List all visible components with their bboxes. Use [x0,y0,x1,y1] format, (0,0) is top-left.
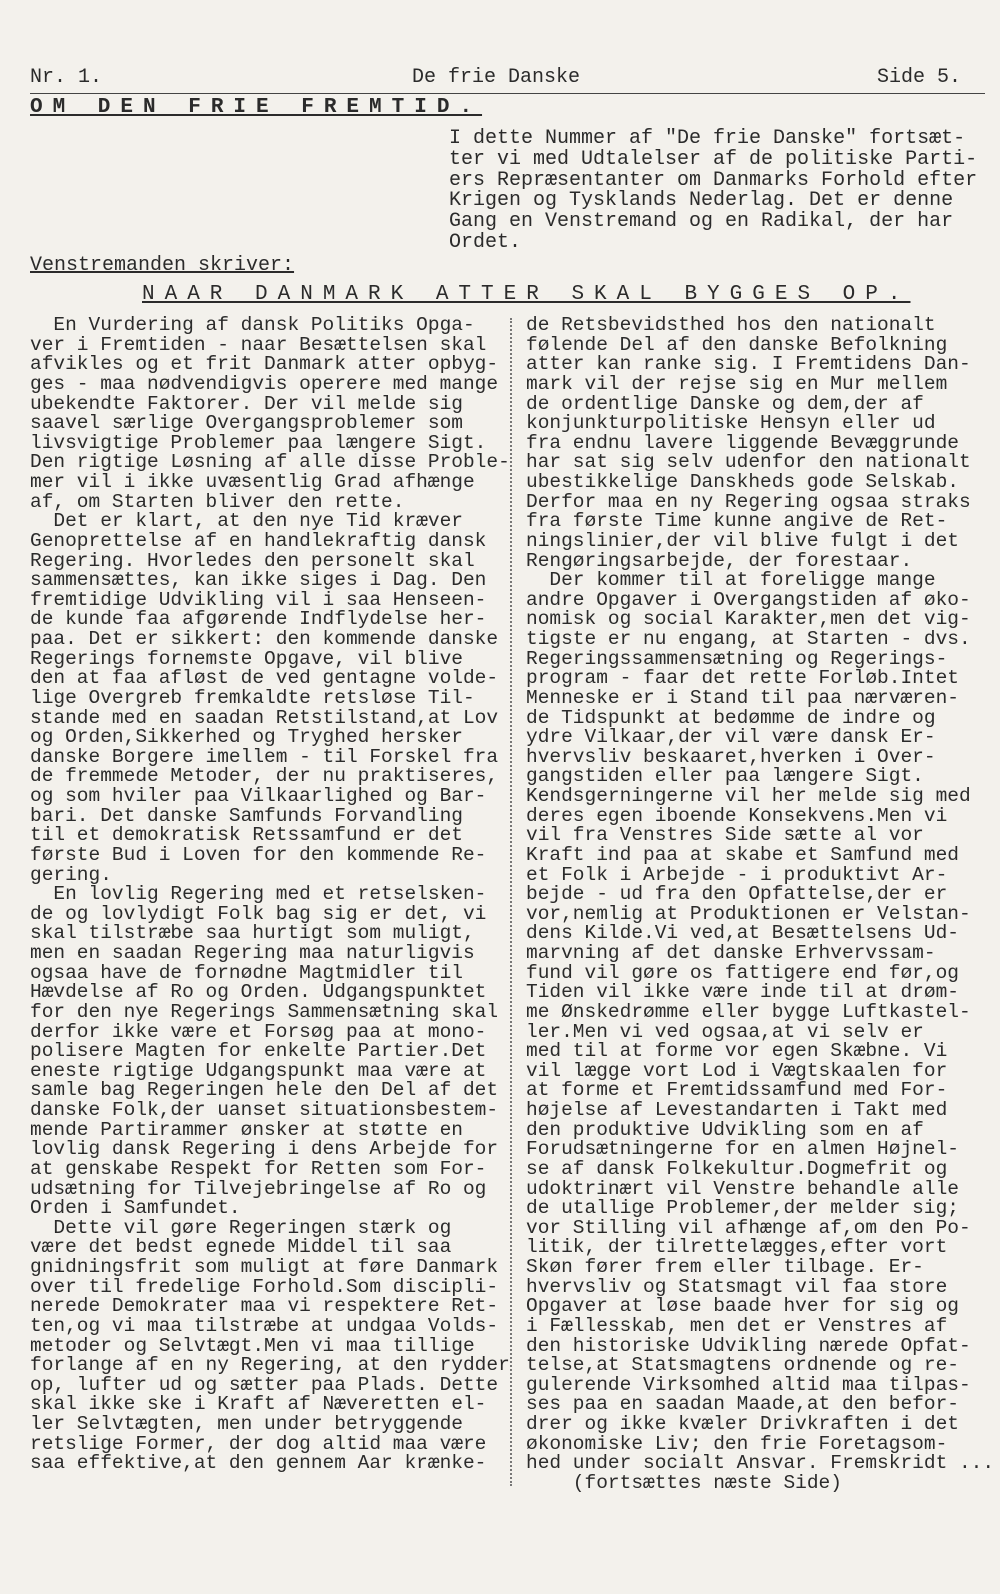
text-line: ogsaa have de fornødne Magtmidler til [30,961,463,984]
intro-line: I dette Nummer af "De frie Danske" fortsæt- [449,127,966,150]
text-line: drer og ikke kvæler Drivkraften i det [526,1413,959,1435]
text-line: lige Overgreb fremkaldte retsløse Til- [30,686,475,709]
text-line: Tiden vil ikke være inde til at drøm- [526,981,959,1004]
text-line: Regerings fornemste Opgave, vil blive [30,647,463,670]
intro-paragraph [449,129,989,254]
text-line: nomisk og social Karakter,men det vig- [526,608,971,631]
text-line: gnidningsfrit som muligt at føre Danmark [30,1256,499,1278]
text-line: ver i Fremtiden - naar Besættelsen skal [30,333,487,356]
column-divider [510,318,512,1486]
intro-line: Ordet. [449,230,522,254]
text-line: derfor ikke være et Forsøg paa at mono- [30,1020,487,1043]
text-line: Det er klart, at den nye Tid kræver [30,510,463,533]
text-line: vil lægge vort Lod i Vægtskaalen for [526,1059,948,1082]
text-line: de utallige Problemer,der melder sig; [526,1197,959,1220]
text-line: Regeringssammensætning og Regerings- [526,647,948,670]
text-line: Genoprettelse af en handlekraftig dansk [30,529,487,552]
text-line: saa effektive,at den gennem Aar krænke- [30,1452,487,1475]
text-line: hvervsliv og Statsmagt vil faa store [526,1275,948,1298]
text-line: udoktrinært vil Venstre behandle alle [526,1177,959,1200]
text-line: sammensættes, kan ikke siges i Dag. Den [30,569,487,592]
text-line: de og lovlydigt Folk bag sig er det, vi [30,902,487,925]
text-line: hed under socialt Ansvar. Fremskridt ... [526,1452,995,1475]
text-line: Forudsætningerne for en almen Højnel- [526,1138,959,1161]
text-line: atter kan ranke sig. I Fremtidens Dan- [526,353,971,376]
text-line: retslige Former, der dog altid maa være [30,1432,487,1455]
page-title: OM DEN FRIE FREMTID. [30,96,483,119]
text-line: op, lufter ud og sætter paa Plads. Dette [30,1373,499,1396]
text-line: ten,og vi maa tilstræbe at undgaa Volds- [30,1314,499,1337]
text-line: En lovlig Regering med et retselsken- [30,883,487,906]
text-line: stande med en saadan Retstilstand,at Lov [30,706,499,729]
text-line: marvning af det danske Erhvervssam- [526,942,936,964]
text-line: skal tilstræbe saa hurtigt som muligt, [30,922,475,945]
text-line: me Ønskedrømme eller bygge Luftkastel- [526,1000,971,1023]
text-line: men en saadan Regering maa naturligvis [30,942,475,964]
text-line: Regering. Hvorledes den personelt skal [30,549,475,572]
writer-label: Venstremanden skriver: [30,254,295,277]
left-column [30,316,510,1474]
text-line: Hævdelse af Ro og Orden. Udgangspunktet [30,981,487,1004]
text-line: i Fællesskab, men det er Venstres af [526,1314,948,1337]
text-line: skal ikke ske i Kraft af Næveretten el- [30,1393,487,1416]
text-line: samle bag Regeringen hele den Del af det [30,1079,499,1102]
header-rule [30,93,985,94]
intro-line: Krigen og Tysklands Nederlag. Det er denne [449,189,954,213]
text-line: og som hviler paa Vilkaarlighed og Bar- [30,785,487,807]
text-line: lovlig dansk Regering i dens Arbejde for [30,1138,499,1161]
text-line: fremtidige Udvikling vil i saa Henseen- [30,588,487,611]
text-line: over til fredelige Forhold.Som discipli- [30,1275,499,1298]
text-line: eneste rigtige Udgangspunkt maa være at [30,1059,487,1082]
text-line: Derfor maa en ny Regering ogsaa straks [526,490,971,513]
text-line: Den rigtige Løsning af alle disse Proble- [30,451,510,474]
text-line: de kunde faa afgørende Indflydelse her- [30,608,487,631]
text-line: til et demokratisk Retssamfund er det [30,824,463,847]
text-line: den historiske Udvikling nærede Opfat- [526,1334,971,1357]
text-line: fra endnu lavere liggende Bevæggrunde [526,431,959,454]
text-line: Rengøringsarbejde, der forestaar. [526,549,913,572]
text-line: et Folk i Arbejde - i produktivt Ar- [526,863,948,886]
text-line: danske Folk,der uanset situationsbestem- [30,1099,499,1121]
text-line: polisere Magten for enkelte Partier.Det [30,1040,487,1063]
text-line: mer vil i ikke uvæsentlig Grad afhænge [30,471,475,493]
issue-number: Nr. 1. [30,66,103,89]
text-line: ges - maa nødvendigvis operere med mange [30,372,499,395]
text-line: af, om Starten bliver den rette. [30,490,405,513]
text-line: være det bedst egnede Middel til saa [30,1236,452,1259]
text-line: paa. Det er sikkert: den kommende danske [30,628,499,650]
text-line: Dette vil gøre Regeringen stærk og [30,1216,452,1239]
text-line: andre Opgaver i Overgangstiden af øko- [526,588,971,611]
text-line: at forme et Fremtidssamfund med For- [526,1079,948,1102]
text-line: fra første Time kunne angive de Ret- [526,510,948,533]
text-line: mende Partirammer ønsker at støtte en [30,1118,463,1141]
intro-line: Gang en Venstremand og en Radikal, der har [449,210,954,234]
text-line: og Orden,Sikkerhed og Tryghed hersker [30,726,463,749]
text-line: bari. Det danske Samfunds Forvandling [30,804,463,827]
text-line: gangstiden eller paa længere Sigt. [526,765,924,788]
text-line: tigste er nu engang, at Starten - dvs. [526,628,971,650]
text-line: den produktive Udvikling som en af [526,1118,924,1141]
text-line: afvikles og et frit Danmark atter opbyg- [30,353,499,376]
text-line: En Vurdering af dansk Politiks Opga- [30,314,475,336]
text-line: (fortsættes næste Side) [526,1471,842,1494]
text-line: gulerende Virksomhed altid maa tilpas- [526,1373,971,1396]
intro-line: ter vi med Udtalelser af de politiske Parti- [449,147,978,171]
text-line: vil fra Venstres Side sætte al vor [526,824,924,847]
text-line: livsvigtige Problemer paa længere Sigt. [30,431,487,454]
article-heading: NAAR DANMARK ATTER SKAL BYGGES OP. [142,283,911,306]
text-line: de ordentlige Danske og dem,der af [526,392,924,415]
text-line: ler Selvtægten, men under betryggende [30,1413,463,1435]
text-line: deres egen iboende Konsekvens.Men vi [526,804,948,827]
text-line: vor,nemlig at Produktionen er Velstan- [526,902,971,925]
text-line: de fremmede Metoder, der nu praktiseres, [30,765,499,788]
text-line: vor Stilling vil afhænge af,om den Po- [526,1216,971,1239]
text-line: Orden i Samfundet. [30,1197,241,1220]
text-line: se af dansk Folkekultur.Dogmefrit og [526,1157,948,1180]
text-line: saavel særlige Overgangsproblemer som [30,412,463,435]
text-line: mark vil der rejse sig en Mur mellem [526,372,948,395]
text-line: højelse af Levestandarten i Takt med [526,1099,948,1121]
text-line: Der kommer til at foreligge mange [526,569,936,592]
text-line: gering. [30,863,112,886]
text-line: Kraft ind paa at skabe et Samfund med [526,843,959,866]
text-line: for den nye Regerings Sammensætning skal [30,1000,499,1023]
text-line: med til at forme vor egen Skæbne. Vi [526,1040,948,1063]
text-line: følende Del af den danske Befolkning [526,333,948,356]
intro-line: ers Repræsentanter om Danmarks Forhold efter [449,168,978,192]
text-line: Kendsgerningerne vil her melde sig med [526,785,971,807]
text-line: danske Borgere imellem - til Forskel fra [30,745,499,768]
page-number: Side 5. [877,66,962,89]
text-line: udsætning for Tilvejebringelse af Ro og [30,1177,487,1200]
text-line: metoder og Selvtægt.Men vi maa tillige [30,1334,475,1357]
text-line: ses paa en saadan Maade,at den befor- [526,1393,959,1416]
text-line: forlange af en ny Regering, at den rydder [30,1354,510,1377]
text-line: konjunkturpolitiske Hensyn eller ud [526,412,936,435]
right-column [526,316,994,1494]
text-line: ubestikkelige Danskheds gode Selskab. [526,471,959,493]
text-line: nerede Demokrater maa vi respektere Ret- [30,1295,499,1318]
text-line: første Bud i Loven for den kommende Re- [30,843,487,866]
text-line: Skøn fører frem eller tilbage. Er- [526,1256,924,1278]
text-line: har sat sig selv udenfor den nationalt [526,451,971,474]
text-line: økonomiske Liv; den frie Foretagsom- [526,1432,948,1455]
text-line: ydre Vilkaar,der vil være dansk Er- [526,726,936,749]
newspaper-name: De frie Danske [412,66,581,89]
text-line: telse,at Statsmagtens ordnende og re- [526,1354,959,1377]
text-line: dens Kilde.Vi ved,at Besættelsens Ud- [526,922,959,945]
text-line: Menneske er i Stand til paa nærværen- [526,686,959,709]
text-line: hvervsliv beskaaret,hverken i Over- [526,745,936,768]
text-line: litik, der tilrettelægges,efter vort [526,1236,948,1259]
text-line: bejde - ud fra den Opfattelse,der er [526,883,948,906]
text-line: ubekendte Faktorer. Der vil melde sig [30,392,463,415]
text-line: ler.Men vi ved ogsaa,at vi selv er [526,1020,924,1043]
text-line: at genskabe Respekt for Retten som For- [30,1157,487,1180]
text-line: de Retsbevidsthed hos den nationalt [526,314,936,336]
text-line: ningslinier,der vil blive fulgt i det [526,529,959,552]
text-line: fund vil gøre os fattigere end før,og [526,961,959,984]
text-line: Opgaver at løse baade hver for sig og [526,1295,959,1318]
text-line: den at faa afløst de ved gentagne volde- [30,667,499,690]
text-line: program - faar det rette Forløb.Intet [526,667,959,690]
text-line: de Tidspunkt at bedømme de indre og [526,706,936,729]
